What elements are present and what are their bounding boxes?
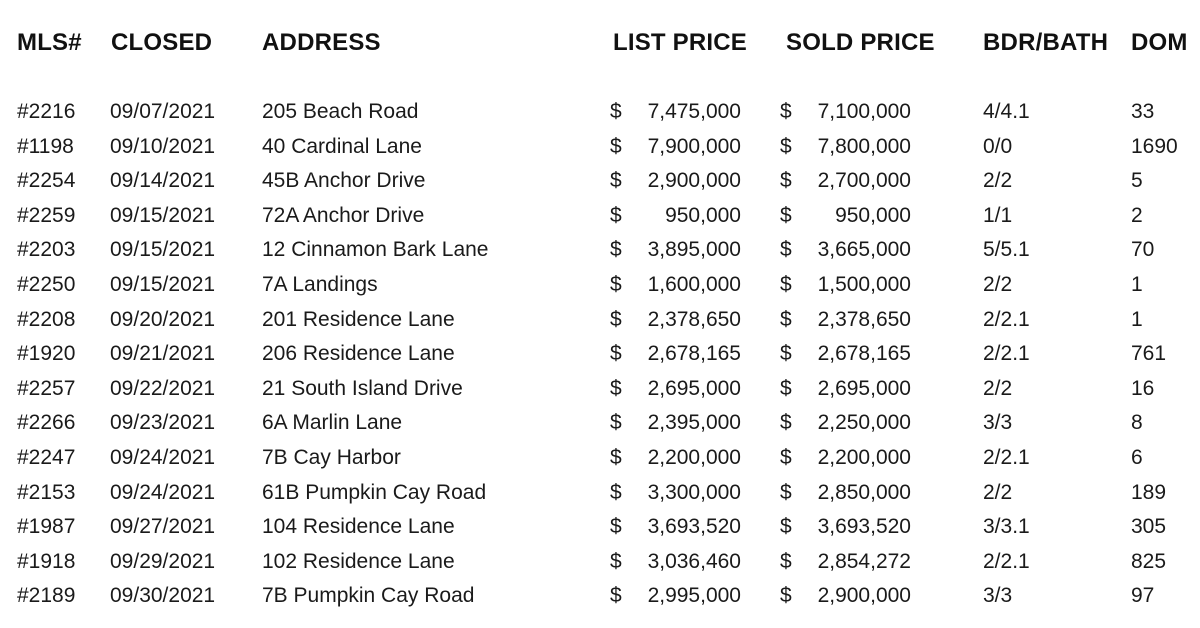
cell-dom: 70 xyxy=(1131,238,1155,262)
cell-mls: #2254 xyxy=(17,169,76,193)
cell-address: 104 Residence Lane xyxy=(262,515,455,539)
cell-sold-price: 950,000 xyxy=(835,203,911,227)
table-row xyxy=(0,441,1200,476)
cell-sold-price-currency: $ xyxy=(780,272,792,296)
cell-list-price: 2,995,000 xyxy=(647,584,741,608)
cell-list-price-currency: $ xyxy=(610,100,622,123)
table-row xyxy=(0,164,1200,199)
cell-mls: #2247 xyxy=(17,445,76,469)
cell-sold-price: 2,854,272 xyxy=(817,549,911,573)
cell-closed: 09/14/2021 xyxy=(110,169,216,193)
cell-closed: 09/22/2021 xyxy=(110,376,216,400)
cell-address: 206 Residence Lane xyxy=(262,342,455,366)
table-body xyxy=(0,95,1200,614)
cell-list-price: 3,300,000 xyxy=(647,480,741,504)
cell-list-price: 2,200,000 xyxy=(647,445,741,469)
cell-dom: 1690 xyxy=(1131,134,1178,158)
header-bdr-bath: BDR/BATH xyxy=(983,29,1109,56)
cell-list-price: 2,378,650 xyxy=(647,307,741,331)
cell-sold-price-currency: $ xyxy=(780,376,792,400)
cell-closed: 09/15/2021 xyxy=(110,203,216,227)
cell-address: 72A Anchor Drive xyxy=(262,203,425,227)
cell-closed: 09/27/2021 xyxy=(110,515,216,539)
cell-dom: 16 xyxy=(1131,376,1155,400)
cell-sold-price-currency: $ xyxy=(780,515,792,539)
cell-sold-price: 7,100,000 xyxy=(817,100,911,123)
cell-mls: #2208 xyxy=(17,307,76,331)
cell-list-price-currency: $ xyxy=(610,411,622,435)
cell-sold-price-currency: $ xyxy=(780,445,792,469)
cell-list-price: 2,695,000 xyxy=(647,376,741,400)
cell-bdr-bath: 0/0 xyxy=(983,134,1013,158)
cell-mls: #2216 xyxy=(17,100,76,123)
cell-address: 7A Landings xyxy=(262,272,378,296)
cell-sold-price-currency: $ xyxy=(780,203,792,227)
cell-closed: 09/15/2021 xyxy=(110,272,216,296)
cell-sold-price-currency: $ xyxy=(780,169,792,193)
cell-address: 7B Pumpkin Cay Road xyxy=(262,584,475,608)
table-row xyxy=(0,233,1200,268)
cell-closed: 09/24/2021 xyxy=(110,445,216,469)
cell-bdr-bath: 2/2.1 xyxy=(983,307,1030,331)
cell-sold-price-currency: $ xyxy=(780,307,792,331)
cell-sold-price-currency: $ xyxy=(780,134,792,158)
table-row xyxy=(0,199,1200,234)
cell-list-price: 3,693,520 xyxy=(647,515,741,539)
cell-list-price-currency: $ xyxy=(610,584,622,608)
cell-dom: 6 xyxy=(1131,445,1143,469)
cell-mls: #2259 xyxy=(17,203,76,227)
cell-bdr-bath: 2/2 xyxy=(983,272,1013,296)
cell-sold-price: 3,693,520 xyxy=(817,515,911,539)
cell-sold-price-currency: $ xyxy=(780,342,792,366)
cell-closed: 09/29/2021 xyxy=(110,549,216,573)
table-row xyxy=(0,579,1200,614)
cell-dom: 1 xyxy=(1131,272,1143,296)
table-row xyxy=(0,95,1200,130)
cell-sold-price: 2,900,000 xyxy=(817,584,911,608)
cell-closed: 09/20/2021 xyxy=(110,307,216,331)
cell-sold-price: 3,665,000 xyxy=(817,238,911,262)
cell-bdr-bath: 3/3.1 xyxy=(983,515,1030,539)
table-row xyxy=(0,510,1200,545)
cell-closed: 09/30/2021 xyxy=(110,584,216,608)
header-closed: CLOSED xyxy=(111,29,213,56)
cell-sold-price: 2,378,650 xyxy=(817,307,911,331)
cell-mls: #2257 xyxy=(17,376,76,400)
table-row xyxy=(0,303,1200,338)
header-sold-price: SOLD PRICE xyxy=(786,29,935,56)
cell-dom: 33 xyxy=(1131,100,1155,123)
cell-dom: 2 xyxy=(1131,203,1143,227)
cell-dom: 97 xyxy=(1131,584,1155,608)
cell-dom: 825 xyxy=(1131,549,1167,573)
cell-list-price: 950,000 xyxy=(665,203,741,227)
cell-sold-price-currency: $ xyxy=(780,549,792,573)
cell-list-price: 2,678,165 xyxy=(647,342,741,366)
cell-sold-price-currency: $ xyxy=(780,100,792,123)
header-address: ADDRESS xyxy=(262,29,381,56)
cell-mls: #1987 xyxy=(17,515,76,539)
cell-dom: 305 xyxy=(1131,515,1167,539)
cell-list-price-currency: $ xyxy=(610,134,622,158)
cell-address: 45B Anchor Drive xyxy=(262,169,426,193)
cell-bdr-bath: 1/1 xyxy=(983,203,1013,227)
table-row xyxy=(0,545,1200,580)
cell-address: 12 Cinnamon Bark Lane xyxy=(262,238,489,262)
cell-list-price: 2,900,000 xyxy=(647,169,741,193)
cell-address: 201 Residence Lane xyxy=(262,307,455,331)
cell-mls: #2203 xyxy=(17,238,76,262)
cell-bdr-bath: 2/2 xyxy=(983,376,1013,400)
cell-mls: #2250 xyxy=(17,272,76,296)
table-row xyxy=(0,130,1200,165)
cell-bdr-bath: 4/4.1 xyxy=(983,100,1030,123)
cell-list-price-currency: $ xyxy=(610,515,622,539)
cell-sold-price: 2,250,000 xyxy=(817,411,911,435)
cell-closed: 09/21/2021 xyxy=(110,342,216,366)
cell-address: 61B Pumpkin Cay Road xyxy=(262,480,487,504)
cell-sold-price: 2,200,000 xyxy=(817,445,911,469)
cell-closed: 09/23/2021 xyxy=(110,411,216,435)
cell-sold-price: 1,500,000 xyxy=(817,272,911,296)
cell-address: 7B Cay Harbor xyxy=(262,445,401,469)
cell-list-price-currency: $ xyxy=(610,480,622,504)
table-row xyxy=(0,337,1200,372)
cell-sold-price: 2,850,000 xyxy=(817,480,911,504)
cell-mls: #1198 xyxy=(17,134,74,158)
table-row xyxy=(0,372,1200,407)
cell-closed: 09/10/2021 xyxy=(110,134,216,158)
cell-list-price-currency: $ xyxy=(610,376,622,400)
cell-list-price: 3,895,000 xyxy=(647,238,741,262)
cell-dom: 5 xyxy=(1131,169,1143,193)
table-row xyxy=(0,268,1200,303)
cell-list-price: 2,395,000 xyxy=(647,411,741,435)
cell-sold-price-currency: $ xyxy=(780,238,792,262)
table-row xyxy=(0,476,1200,511)
cell-sold-price: 2,700,000 xyxy=(817,169,911,193)
cell-bdr-bath: 2/2.1 xyxy=(983,549,1030,573)
cell-mls: #2266 xyxy=(17,411,76,435)
cell-bdr-bath: 5/5.1 xyxy=(983,238,1030,262)
cell-sold-price: 7,800,000 xyxy=(817,134,911,158)
cell-list-price: 7,475,000 xyxy=(647,100,741,123)
table-row xyxy=(0,406,1200,441)
cell-sold-price: 2,695,000 xyxy=(817,376,911,400)
cell-list-price-currency: $ xyxy=(610,549,622,573)
cell-closed: 09/07/2021 xyxy=(110,100,216,123)
cell-list-price-currency: $ xyxy=(610,238,622,262)
cell-mls: #1920 xyxy=(17,342,76,366)
cell-sold-price: 2,678,165 xyxy=(817,342,911,366)
cell-bdr-bath: 2/2 xyxy=(983,169,1013,193)
cell-list-price-currency: $ xyxy=(610,342,622,366)
cell-dom: 189 xyxy=(1131,480,1167,504)
cell-bdr-bath: 3/3 xyxy=(983,411,1013,435)
cell-closed: 09/15/2021 xyxy=(110,238,216,262)
cell-list-price: 1,600,000 xyxy=(647,272,741,296)
cell-list-price-currency: $ xyxy=(610,272,622,296)
header-list-price: LIST PRICE xyxy=(613,29,748,56)
header-dom: DOM xyxy=(1131,29,1188,56)
header-mls: MLS# xyxy=(17,29,82,56)
cell-list-price: 7,900,000 xyxy=(647,134,741,158)
cell-list-price-currency: $ xyxy=(610,445,622,469)
cell-dom: 761 xyxy=(1131,342,1167,366)
cell-address: 205 Beach Road xyxy=(262,100,419,123)
table-header-row xyxy=(0,26,1200,60)
cell-mls: #2189 xyxy=(17,584,76,608)
cell-list-price-currency: $ xyxy=(610,307,622,331)
cell-address: 21 South Island Drive xyxy=(262,376,463,400)
cell-bdr-bath: 3/3 xyxy=(983,584,1013,608)
cell-address: 102 Residence Lane xyxy=(262,549,455,573)
cell-list-price: 3,036,460 xyxy=(647,549,741,573)
cell-sold-price-currency: $ xyxy=(780,411,792,435)
cell-mls: #1918 xyxy=(17,549,76,573)
cell-list-price-currency: $ xyxy=(610,169,622,193)
cell-mls: #2153 xyxy=(17,480,76,504)
cell-bdr-bath: 2/2.1 xyxy=(983,342,1030,366)
cell-bdr-bath: 2/2 xyxy=(983,480,1013,504)
cell-sold-price-currency: $ xyxy=(780,480,792,504)
cell-address: 40 Cardinal Lane xyxy=(262,134,422,158)
cell-sold-price-currency: $ xyxy=(780,584,792,608)
cell-closed: 09/24/2021 xyxy=(110,480,216,504)
cell-dom: 1 xyxy=(1131,307,1143,331)
cell-bdr-bath: 2/2.1 xyxy=(983,445,1030,469)
cell-dom: 8 xyxy=(1131,411,1143,435)
cell-list-price-currency: $ xyxy=(610,203,622,227)
cell-address: 6A Marlin Lane xyxy=(262,411,403,435)
